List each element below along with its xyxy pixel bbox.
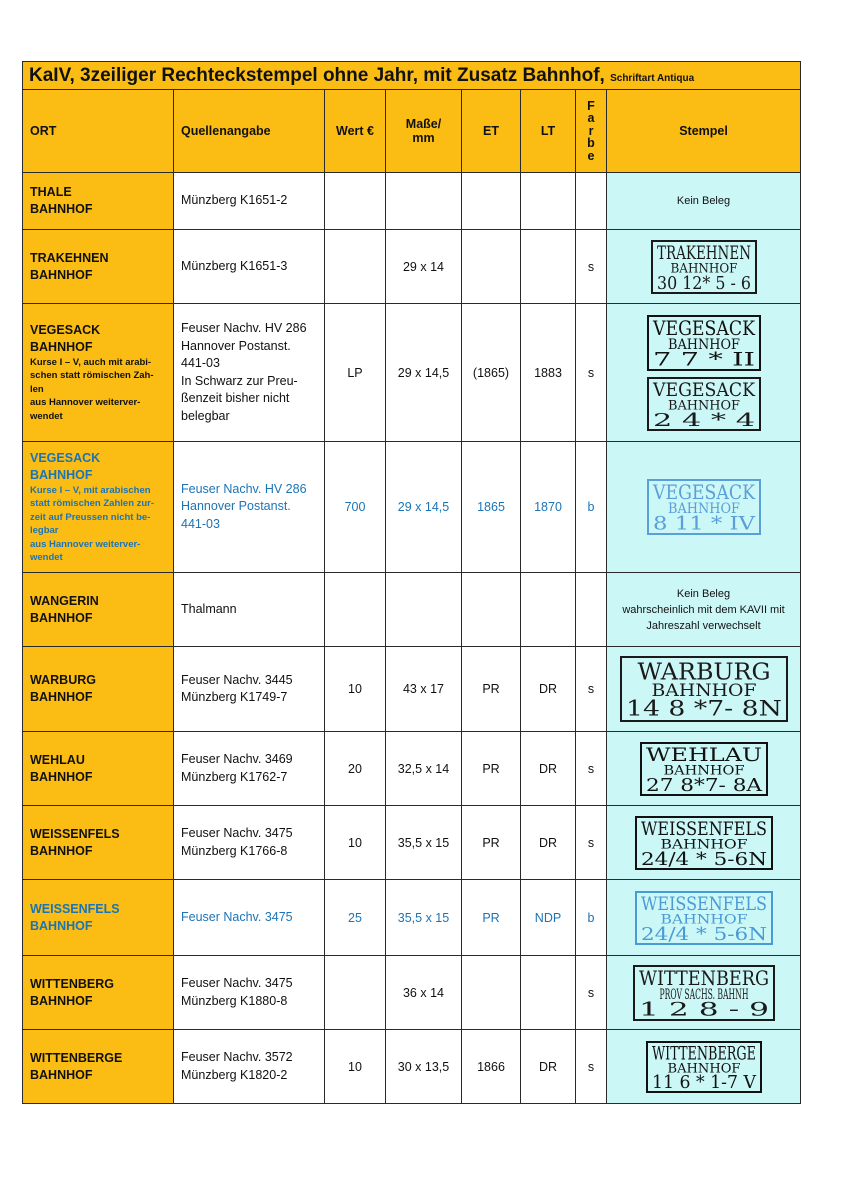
ort-line: VEGESACK bbox=[30, 322, 101, 337]
cell-ort bbox=[23, 173, 174, 230]
cell-quelle bbox=[174, 806, 325, 880]
stamp-line: 11 6 * 1-7 V bbox=[651, 1072, 757, 1093]
stamp-line: 27 8*7- 8A bbox=[645, 774, 763, 796]
stamp-line: BAHNHOF bbox=[660, 837, 748, 853]
table-row bbox=[23, 880, 801, 956]
cell-stempel bbox=[607, 806, 801, 880]
quelle-line: 441-03 bbox=[181, 516, 220, 531]
quelle-line: Münzberg K1651-2 bbox=[181, 193, 288, 208]
cell-masse: 43 x 17 bbox=[386, 647, 462, 732]
cell-masse: 36 x 14 bbox=[386, 956, 462, 1030]
cell-quelle bbox=[174, 1030, 325, 1104]
stamp-line: 24/4 * 5-6N bbox=[640, 923, 767, 945]
cell-ort bbox=[23, 956, 174, 1030]
ort-line: WEISSENFELS bbox=[30, 826, 120, 841]
postmark-stamp bbox=[646, 314, 762, 372]
quelle-line: Feuser Nachv. 3445 bbox=[181, 672, 293, 687]
cell-et: 1866 bbox=[462, 1030, 521, 1104]
col-header-wert: Wert € bbox=[325, 90, 386, 173]
ort-line: WITTENBERGE bbox=[30, 1050, 123, 1065]
quelle-line: In Schwarz zur Preu- bbox=[181, 373, 298, 388]
cell-masse bbox=[386, 573, 462, 647]
stamp-line: VEGESACK bbox=[651, 378, 756, 401]
cell-et bbox=[462, 956, 521, 1030]
cell-ort bbox=[23, 573, 174, 647]
quelle-line: Feuser Nachv. 3475 bbox=[181, 976, 293, 990]
stempel-text: Kein Beleg bbox=[676, 195, 731, 207]
ort-line: THALE bbox=[30, 185, 72, 199]
cell-masse: 32,5 x 14 bbox=[386, 732, 462, 806]
cell-lt: DR bbox=[521, 647, 576, 732]
postmark-stamp bbox=[646, 478, 762, 536]
cell-lt: DR bbox=[521, 806, 576, 880]
cell-farbe: s bbox=[576, 304, 607, 442]
ort-line: WANGERIN bbox=[30, 593, 99, 608]
stamp-line: WITTENBERGE bbox=[651, 1042, 756, 1064]
ort-note: Kurse I – V, auch mit arabi- bbox=[30, 356, 152, 368]
ort-line: BAHNHOF bbox=[30, 202, 93, 216]
cell-stempel bbox=[607, 732, 801, 806]
quelle-line: Feuser Nachv. 3475 bbox=[181, 826, 293, 840]
cell-stempel bbox=[607, 442, 801, 573]
cell-ort bbox=[23, 304, 174, 442]
quelle-line: Münzberg K1820-2 bbox=[181, 1067, 288, 1082]
quelle-line: Hannover Postanst. bbox=[181, 499, 291, 514]
cell-masse: 29 x 14,5 bbox=[386, 442, 462, 573]
cell-lt bbox=[521, 956, 576, 1030]
col-header-ort: ORT bbox=[23, 90, 174, 173]
cell-wert: 10 bbox=[325, 806, 386, 880]
ort-note: legbar bbox=[30, 525, 59, 536]
stamp-line: BAHNHOF bbox=[670, 261, 738, 277]
quelle-line: ßenzeit bisher nicht bbox=[181, 391, 290, 405]
stamp-line: WEHLAU bbox=[645, 743, 762, 766]
stamp-line: VEGESACK bbox=[651, 316, 755, 340]
quelle-line: Münzberg K1749-7 bbox=[181, 690, 288, 704]
ort-line: WARBURG bbox=[30, 673, 96, 687]
ort-line: WEHLAU bbox=[30, 752, 85, 767]
cell-quelle bbox=[174, 173, 325, 230]
cell-quelle bbox=[174, 647, 325, 732]
cell-farbe: b bbox=[576, 442, 607, 573]
cell-lt: DR bbox=[521, 1030, 576, 1104]
quelle-line: Feuser Nachv. 3475 bbox=[181, 909, 293, 924]
cell-masse: 35,5 x 15 bbox=[386, 806, 462, 880]
ort-line: VEGESACK bbox=[30, 450, 101, 465]
postmark-stamp bbox=[619, 655, 789, 723]
col-header-stempel: Stempel bbox=[607, 90, 801, 173]
cell-stempel bbox=[607, 1030, 801, 1104]
cell-wert: LP bbox=[325, 304, 386, 442]
ort-note: len bbox=[30, 383, 44, 395]
cell-stempel bbox=[607, 880, 801, 956]
stamp-line: WEISSENFELS bbox=[640, 817, 767, 840]
stamp-line: BAHNHOF bbox=[667, 398, 740, 414]
cell-wert: 20 bbox=[325, 732, 386, 806]
quelle-line: belegbar bbox=[181, 408, 230, 423]
table-row bbox=[23, 732, 801, 806]
table-row bbox=[23, 806, 801, 880]
stamp-line: 14 8 *7- 8N bbox=[625, 696, 782, 722]
cell-et: PR bbox=[462, 732, 521, 806]
ort-line: TRAKEHNEN bbox=[30, 250, 109, 265]
col-header-masse-line1: Maße/ bbox=[405, 117, 442, 131]
table-title bbox=[23, 62, 801, 90]
cell-wert bbox=[325, 230, 386, 304]
ort-note: wendet bbox=[30, 410, 63, 422]
col-header-masse bbox=[386, 90, 462, 173]
stamp-line: BAHNHOF bbox=[667, 1060, 741, 1076]
cell-wert: 25 bbox=[325, 880, 386, 956]
cell-quelle bbox=[174, 304, 325, 442]
cell-wert bbox=[325, 573, 386, 647]
quelle-line: 441-03 bbox=[181, 356, 220, 370]
ort-line: BAHNHOF bbox=[30, 769, 93, 784]
cell-ort bbox=[23, 732, 174, 806]
cell-et: (1865) bbox=[462, 304, 521, 442]
cell-et bbox=[462, 230, 521, 304]
stamp-line: BAHNHOF bbox=[667, 500, 740, 517]
cell-ort bbox=[23, 230, 174, 304]
stempel-text: Jahreszahl verwechselt bbox=[646, 619, 761, 632]
header-row bbox=[23, 90, 801, 173]
cell-farbe: s bbox=[576, 806, 607, 880]
col-header-masse-line2: mm bbox=[412, 131, 435, 145]
cell-quelle bbox=[174, 230, 325, 304]
ort-note: Kurse I – V, mit arabischen bbox=[30, 484, 151, 496]
cell-lt bbox=[521, 173, 576, 230]
cell-et bbox=[462, 173, 521, 230]
stamp-line: 24/4 * 5-6N bbox=[640, 848, 767, 870]
ort-line: BAHNHOF bbox=[30, 339, 93, 354]
stamp-line: BAHNHOF bbox=[667, 336, 740, 353]
table-row bbox=[23, 173, 801, 230]
stamp-line: 8 11 * IV bbox=[652, 513, 756, 535]
stamp-line: 2 4 * 4 bbox=[652, 409, 755, 431]
postmark-stamp bbox=[646, 376, 762, 432]
cell-stempel bbox=[607, 647, 801, 732]
table-row bbox=[23, 956, 801, 1030]
farbe-letter: F bbox=[587, 98, 595, 113]
table-row bbox=[23, 573, 801, 647]
quelle-line: Feuser Nachv. 3572 bbox=[181, 1050, 293, 1064]
cell-ort bbox=[23, 880, 174, 956]
cell-farbe: b bbox=[576, 880, 607, 956]
stamp-line: TRAKEHNEN bbox=[656, 241, 751, 264]
farbe-letter: e bbox=[587, 148, 595, 163]
ort-line: BAHNHOF bbox=[30, 843, 93, 858]
cell-quelle bbox=[174, 573, 325, 647]
stamp-line: 30 12* 5 - 6 bbox=[656, 272, 751, 294]
ort-note: statt römischen Zahlen zur- bbox=[30, 498, 155, 509]
stamp-line: BAHNHOF bbox=[651, 680, 757, 700]
ort-line: BAHNHOF bbox=[30, 993, 93, 1008]
cell-lt bbox=[521, 230, 576, 304]
cell-lt: NDP bbox=[521, 880, 576, 956]
cell-farbe bbox=[576, 173, 607, 230]
cell-farbe: s bbox=[576, 647, 607, 732]
cell-et: PR bbox=[462, 806, 521, 880]
cell-et bbox=[462, 573, 521, 647]
catalog-sheet bbox=[22, 61, 800, 1104]
stamp-line: WARBURG bbox=[637, 659, 771, 686]
cell-farbe: s bbox=[576, 956, 607, 1030]
quelle-line: Münzberg K1766-8 bbox=[181, 843, 288, 858]
cell-lt: 1883 bbox=[521, 304, 576, 442]
cell-masse bbox=[386, 173, 462, 230]
cell-lt: 1870 bbox=[521, 442, 576, 573]
table-row bbox=[23, 304, 801, 442]
postmark-stamp bbox=[650, 239, 758, 295]
col-header-et: ET bbox=[462, 90, 521, 173]
cell-masse: 29 x 14 bbox=[386, 230, 462, 304]
cell-wert: 10 bbox=[325, 647, 386, 732]
col-header-farbe bbox=[576, 90, 607, 173]
quelle-line: Feuser Nachv. HV 286 bbox=[181, 481, 307, 496]
cell-lt bbox=[521, 573, 576, 647]
cell-ort bbox=[23, 806, 174, 880]
col-header-quelle: Quellenangabe bbox=[174, 90, 325, 173]
title-main: KaIV, 3zeiliger Rechteckstempel ohne Jahr, mit Zusatz Bahnhof, bbox=[29, 64, 605, 86]
quelle-line: Feuser Nachv. 3469 bbox=[181, 752, 293, 766]
cell-quelle bbox=[174, 732, 325, 806]
cell-ort bbox=[23, 1030, 174, 1104]
cell-quelle bbox=[174, 880, 325, 956]
quelle-line: Thalmann bbox=[181, 601, 237, 616]
cell-farbe: s bbox=[576, 732, 607, 806]
stamp-line: WITTENBERG bbox=[638, 966, 769, 990]
quelle-line: Münzberg K1762-7 bbox=[181, 769, 288, 784]
cell-et: PR bbox=[462, 880, 521, 956]
stamp-line: BAHNHOF bbox=[660, 912, 748, 928]
postmark-stamp bbox=[645, 1040, 763, 1094]
cell-ort bbox=[23, 647, 174, 732]
table-row bbox=[23, 230, 801, 304]
ort-line: BAHNHOF bbox=[30, 467, 93, 482]
cell-stempel bbox=[607, 173, 801, 230]
farbe-letter: a bbox=[587, 111, 595, 126]
table-body bbox=[23, 173, 801, 1104]
quelle-line: Feuser Nachv. HV 286 bbox=[181, 321, 307, 335]
cell-stempel bbox=[607, 230, 801, 304]
ort-line: BAHNHOF bbox=[30, 918, 93, 933]
cell-wert: 10 bbox=[325, 1030, 386, 1104]
stamp-line: VEGESACK bbox=[651, 480, 755, 504]
ort-note: aus Hannover weiterver- bbox=[30, 397, 141, 409]
quelle-line: Hannover Postanst. bbox=[181, 338, 291, 353]
quelle-line: Münzberg K1651-3 bbox=[181, 258, 288, 273]
cell-lt: DR bbox=[521, 732, 576, 806]
cell-wert bbox=[325, 956, 386, 1030]
cell-masse: 29 x 14,5 bbox=[386, 304, 462, 442]
ort-line: BAHNHOF bbox=[30, 610, 93, 625]
cell-masse: 30 x 13,5 bbox=[386, 1030, 462, 1104]
ort-line: BAHNHOF bbox=[30, 267, 93, 282]
stamp-line: 7 7 * II bbox=[652, 349, 755, 371]
ort-line: WITTENBERG bbox=[30, 976, 115, 991]
cell-stempel bbox=[607, 304, 801, 442]
stamp-line: 1 2 8 - 9 bbox=[638, 999, 769, 1021]
stamp-line: PROV SACHS. BAHNH bbox=[659, 986, 749, 1003]
ort-note: wendet bbox=[30, 552, 63, 563]
table-row bbox=[23, 442, 801, 573]
col-header-lt: LT bbox=[521, 90, 576, 173]
ort-line: WEISSENFELS bbox=[30, 901, 120, 916]
cell-masse: 35,5 x 15 bbox=[386, 880, 462, 956]
cell-farbe: s bbox=[576, 1030, 607, 1104]
cell-stempel bbox=[607, 573, 801, 647]
ort-note: aus Hannover weiterver- bbox=[30, 538, 141, 550]
cell-farbe: s bbox=[576, 230, 607, 304]
postmark-stamp bbox=[634, 890, 774, 946]
postmark-stamp bbox=[639, 741, 769, 797]
cell-wert bbox=[325, 173, 386, 230]
stamp-line: BAHNHOF bbox=[663, 763, 745, 779]
ort-note: schen statt römischen Zah- bbox=[30, 370, 154, 382]
postmark-stamp bbox=[632, 964, 776, 1022]
stamp-line: WEISSENFELS bbox=[640, 892, 767, 915]
farbe-letter: b bbox=[587, 136, 595, 151]
stempel-text: Kein Beleg bbox=[676, 587, 731, 600]
cell-ort bbox=[23, 442, 174, 573]
ort-line: BAHNHOF bbox=[30, 1067, 93, 1082]
ort-line: BAHNHOF bbox=[30, 690, 93, 704]
postmark-table bbox=[22, 61, 801, 1104]
cell-quelle bbox=[174, 442, 325, 573]
farbe-letter: r bbox=[588, 123, 594, 138]
table-row bbox=[23, 647, 801, 732]
postmark-stamp bbox=[634, 815, 774, 871]
ort-note: zeit auf Preussen nicht be- bbox=[30, 511, 151, 523]
cell-wert: 700 bbox=[325, 442, 386, 573]
cell-et: PR bbox=[462, 647, 521, 732]
title-sub: Schriftart Antiqua bbox=[610, 72, 695, 84]
table-row bbox=[23, 1030, 801, 1104]
stempel-text: wahrscheinlich mit dem KAVII mit bbox=[622, 603, 785, 616]
cell-stempel bbox=[607, 956, 801, 1030]
cell-quelle bbox=[174, 956, 325, 1030]
cell-farbe bbox=[576, 573, 607, 647]
cell-et: 1865 bbox=[462, 442, 521, 573]
quelle-line: Münzberg K1880-8 bbox=[181, 993, 288, 1008]
